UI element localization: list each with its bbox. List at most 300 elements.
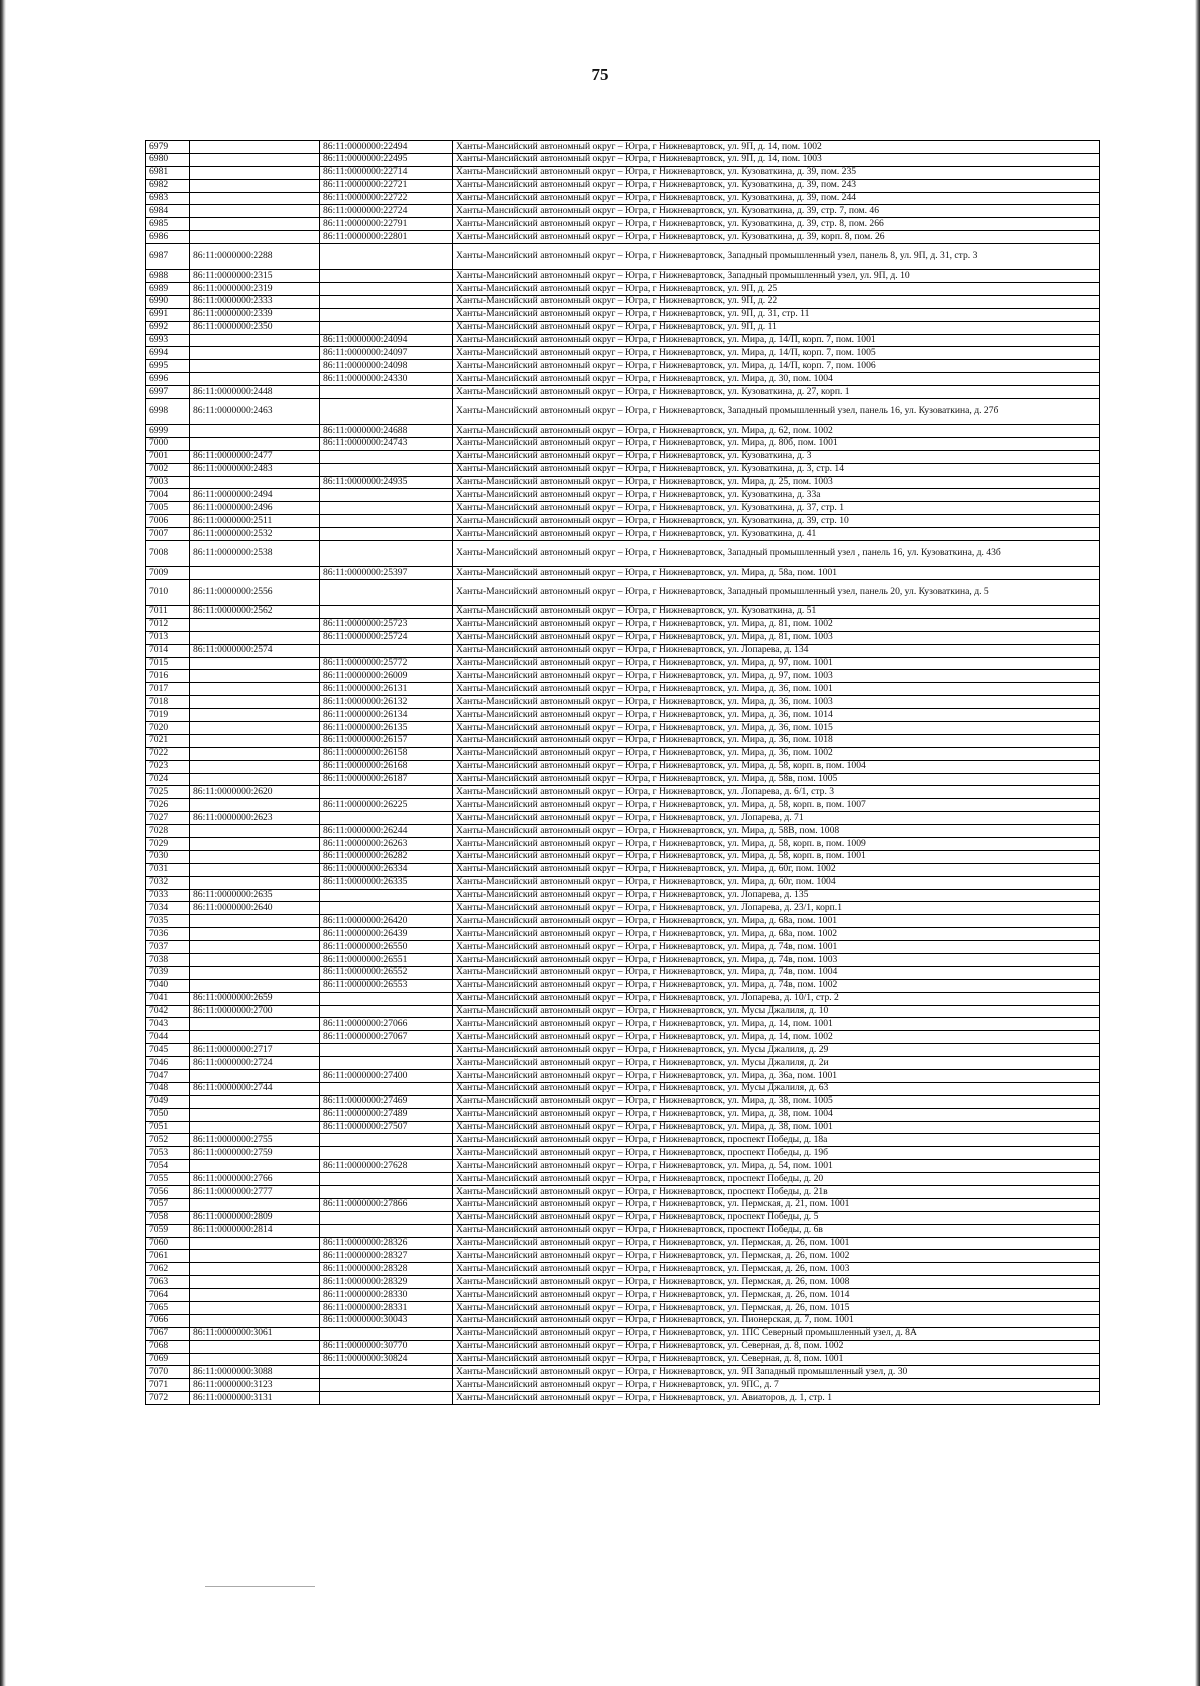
row-number-cell: 7034 [146,902,190,915]
premises-cadastral-number-cell: 86:11:0000000:24330 [320,373,453,386]
table-row [146,1353,1100,1366]
premises-cadastral-number-cell: 86:11:0000000:30770 [320,1340,453,1353]
row-number-cell: 7018 [146,696,190,709]
land-cadastral-number-cell: 86:11:0000000:2477 [190,450,320,463]
table-row [146,721,1100,734]
premises-cadastral-number-cell [320,244,453,270]
land-cadastral-number-cell [190,567,320,580]
premises-cadastral-number-cell: 86:11:0000000:27066 [320,1018,453,1031]
address-cell: Ханты-Мансийский автономный округ – Югра, г Нижневартовск, ул. Мира, д. 97, пом. 1003 [453,670,1100,683]
row-number-cell: 7063 [146,1276,190,1289]
row-number-cell: 7070 [146,1366,190,1379]
row-number-cell: 7057 [146,1198,190,1211]
address-cell: Ханты-Мансийский автономный округ – Югра, г Нижневартовск, ул. Кузоваткина, д. 41 [453,528,1100,541]
table-row [146,786,1100,799]
table-row [146,295,1100,308]
address-cell: Ханты-Мансийский автономный округ – Югра, г Нижневартовск, ул. Мира, д. 74в, пом. 1003 [453,953,1100,966]
land-cadastral-number-cell [190,231,320,244]
address-cell: Ханты-Мансийский автономный округ – Югра, г Нижневартовск, ул. Мира, д. 14/П, корп. 7, пом. 1006 [453,360,1100,373]
table-row [146,205,1100,218]
address-cell: Ханты-Мансийский автономный округ – Югра, г Нижневартовск, ул. Мира, д. 58, корп. в, пом. 1001 [453,850,1100,863]
row-number-cell: 7058 [146,1211,190,1224]
address-cell: Ханты-Мансийский автономный округ – Югра, г Нижневартовск, ул. 9П, д. 22 [453,295,1100,308]
table-row [146,1160,1100,1173]
table-row [146,979,1100,992]
land-cadastral-number-cell [190,760,320,773]
table-row [146,1276,1100,1289]
table-row [146,463,1100,476]
land-cadastral-number-cell [190,1340,320,1353]
land-cadastral-number-cell: 86:11:0000000:2574 [190,644,320,657]
address-cell: Ханты-Мансийский автономный округ – Югра, г Нижневартовск, ул. Лопарева, д. 23/1, корп.1 [453,902,1100,915]
address-cell: Ханты-Мансийский автономный округ – Югра, г Нижневартовск, ул. Мира, д. 36, пом. 1015 [453,721,1100,734]
premises-cadastral-number-cell [320,1327,453,1340]
premises-cadastral-number-cell: 86:11:0000000:25724 [320,631,453,644]
land-cadastral-number-cell [190,1302,320,1315]
table-row [146,192,1100,205]
table-row [146,1263,1100,1276]
table-row [146,308,1100,321]
premises-cadastral-number-cell [320,463,453,476]
row-number-cell: 7001 [146,450,190,463]
address-cell: Ханты-Мансийский автономный округ – Югра, г Нижневартовск, ул. Северная, д. 8, пом. 1001 [453,1353,1100,1366]
premises-cadastral-number-cell: 86:11:0000000:26131 [320,683,453,696]
premises-cadastral-number-cell: 86:11:0000000:26134 [320,709,453,722]
table-row [146,579,1100,605]
row-number-cell: 6989 [146,283,190,296]
row-number-cell: 7050 [146,1108,190,1121]
row-number-cell: 7010 [146,579,190,605]
table-row [146,618,1100,631]
land-cadastral-number-cell [190,721,320,734]
table-row [146,850,1100,863]
address-cell: Ханты-Мансийский автономный округ – Югра, г Нижневартовск, ул. Мира, д. 25, пом. 1003 [453,476,1100,489]
table-row [146,1108,1100,1121]
land-cadastral-number-cell [190,941,320,954]
row-number-cell: 7026 [146,799,190,812]
address-cell: Ханты-Мансийский автономный округ – Югра, г Нижневартовск, ул. Кузоваткина, д. 39, стр. 8, пом. 266 [453,218,1100,231]
premises-cadastral-number-cell: 86:11:0000000:26135 [320,721,453,734]
address-cell: Ханты-Мансийский автономный округ – Югра, г Нижневартовск, ул. Мира, д. 14, пом. 1002 [453,1031,1100,1044]
premises-cadastral-number-cell: 86:11:0000000:26263 [320,837,453,850]
premises-cadastral-number-cell: 86:11:0000000:28330 [320,1289,453,1302]
table-row [146,476,1100,489]
premises-cadastral-number-cell [320,992,453,1005]
row-number-cell: 6984 [146,205,190,218]
table-row [146,1250,1100,1263]
land-cadastral-number-cell: 86:11:0000000:2339 [190,308,320,321]
address-cell: Ханты-Мансийский автономный округ – Югра, г Нижневартовск, проспект Победы, д. 20 [453,1173,1100,1186]
premises-cadastral-number-cell: 86:11:0000000:25772 [320,657,453,670]
row-number-cell: 7072 [146,1392,190,1405]
address-cell: Ханты-Мансийский автономный округ – Югра, г Нижневартовск, Западный промышленный узел, панель 16, ул. Кузоваткина, д. 27б [453,399,1100,425]
row-number-cell: 6982 [146,179,190,192]
land-cadastral-number-cell [190,360,320,373]
registry-table [145,140,1100,1405]
address-cell: Ханты-Мансийский автономный округ – Югра, г Нижневартовск, ул. 9П Западный промышленный узел, д. 30 [453,1366,1100,1379]
row-number-cell: 7068 [146,1340,190,1353]
table-row [146,773,1100,786]
address-cell: Ханты-Мансийский автономный округ – Югра, г Нижневартовск, ул. Кузоваткина, д. 33а [453,489,1100,502]
address-cell: Ханты-Мансийский автономный округ – Югра, г Нижневартовск, ул. Мусы Джалиля, д. 10 [453,1005,1100,1018]
land-cadastral-number-cell: 86:11:0000000:2532 [190,528,320,541]
row-number-cell: 7056 [146,1186,190,1199]
address-cell: Ханты-Мансийский автономный округ – Югра, г Нижневартовск, ул. Мира, д. 36, пом. 1014 [453,709,1100,722]
row-number-cell: 7067 [146,1327,190,1340]
land-cadastral-number-cell: 86:11:0000000:2766 [190,1173,320,1186]
table-row [146,747,1100,760]
land-cadastral-number-cell: 86:11:0000000:2556 [190,579,320,605]
row-number-cell: 7046 [146,1057,190,1070]
address-cell: Ханты-Мансийский автономный округ – Югра, г Нижневартовск, ул. Мира, д. 62, пом. 1002 [453,425,1100,438]
land-cadastral-number-cell [190,476,320,489]
row-number-cell: 7051 [146,1121,190,1134]
row-number-cell: 7016 [146,670,190,683]
land-cadastral-number-cell [190,696,320,709]
table-row [146,270,1100,283]
row-number-cell: 6985 [146,218,190,231]
table-row [146,837,1100,850]
row-number-cell: 7054 [146,1160,190,1173]
row-number-cell: 7036 [146,928,190,941]
table-row [146,1147,1100,1160]
address-cell: Ханты-Мансийский автономный округ – Югра, г Нижневартовск, ул. Лопарева, д. 135 [453,889,1100,902]
table-row [146,179,1100,192]
address-cell: Ханты-Мансийский автономный округ – Югра, г Нижневартовск, Западный промышленный узел, панель 20, ул. Кузоваткина, д. 5 [453,579,1100,605]
table-row [146,657,1100,670]
row-number-cell: 7059 [146,1224,190,1237]
row-number-cell: 7014 [146,644,190,657]
premises-cadastral-number-cell: 86:11:0000000:27628 [320,1160,453,1173]
address-cell: Ханты-Мансийский автономный округ – Югра, г Нижневартовск, ул. Пионерская, д. 7, пом. 1001 [453,1314,1100,1327]
row-number-cell: 7025 [146,786,190,799]
land-cadastral-number-cell: 86:11:0000000:2562 [190,605,320,618]
scan-artifact-line [205,1586,315,1587]
row-number-cell: 7033 [146,889,190,902]
row-number-cell: 7069 [146,1353,190,1366]
row-number-cell: 7009 [146,567,190,580]
row-number-cell: 7064 [146,1289,190,1302]
premises-cadastral-number-cell: 86:11:0000000:25723 [320,618,453,631]
land-cadastral-number-cell [190,218,320,231]
table-row [146,166,1100,179]
address-cell: Ханты-Мансийский автономный округ – Югра, г Нижневартовск, проспект Победы, д. 19б [453,1147,1100,1160]
table-row [146,373,1100,386]
address-cell: Ханты-Мансийский автономный округ – Югра, г Нижневартовск, ул. Мусы Джалиля, д. 2и [453,1057,1100,1070]
land-cadastral-number-cell [190,1108,320,1121]
row-number-cell: 6996 [146,373,190,386]
table-row [146,953,1100,966]
premises-cadastral-number-cell [320,283,453,296]
land-cadastral-number-cell [190,1237,320,1250]
address-cell: Ханты-Мансийский автономный округ – Югра, г Нижневартовск, ул. Пермская, д. 26, пом. 1001 [453,1237,1100,1250]
premises-cadastral-number-cell [320,889,453,902]
row-number-cell: 6990 [146,295,190,308]
row-number-cell: 6999 [146,425,190,438]
land-cadastral-number-cell [190,618,320,631]
land-cadastral-number-cell [190,153,320,166]
table-row [146,1327,1100,1340]
table-row [146,683,1100,696]
table-row [146,709,1100,722]
land-cadastral-number-cell [190,1353,320,1366]
premises-cadastral-number-cell [320,902,453,915]
table-row [146,1302,1100,1315]
address-cell: Ханты-Мансийский автономный округ – Югра, г Нижневартовск, ул. Мира, д. 38, пом. 1001 [453,1121,1100,1134]
table-row [146,1018,1100,1031]
premises-cadastral-number-cell [320,515,453,528]
table-row [146,1314,1100,1327]
address-cell: Ханты-Мансийский автономный округ – Югра, г Нижневартовск, ул. Пермская, д. 26, пом. 1003 [453,1263,1100,1276]
premises-cadastral-number-cell [320,605,453,618]
row-number-cell: 7027 [146,812,190,825]
address-cell: Ханты-Мансийский автономный округ – Югра, г Нижневартовск, проспект Победы, д. 18а [453,1134,1100,1147]
address-cell: Ханты-Мансийский автономный округ – Югра, г Нижневартовск, ул. Мира, д. 81, пом. 1003 [453,631,1100,644]
table-row [146,863,1100,876]
land-cadastral-number-cell: 86:11:0000000:2659 [190,992,320,1005]
table-row [146,889,1100,902]
row-number-cell: 6997 [146,386,190,399]
land-cadastral-number-cell [190,850,320,863]
table-row [146,399,1100,425]
address-cell: Ханты-Мансийский автономный округ – Югра, г Нижневартовск, ул. Мира, д. 68а, пом. 1002 [453,928,1100,941]
land-cadastral-number-cell [190,837,320,850]
premises-cadastral-number-cell: 86:11:0000000:30043 [320,1314,453,1327]
address-cell: Ханты-Мансийский автономный округ – Югра, г Нижневартовск, ул. Кузоваткина, д. 51 [453,605,1100,618]
table-row [146,1366,1100,1379]
land-cadastral-number-cell: 86:11:0000000:3123 [190,1379,320,1392]
address-cell: Ханты-Мансийский автономный округ – Югра, г Нижневартовск, ул. Кузоваткина, д. 39, стр. 10 [453,515,1100,528]
row-number-cell: 7055 [146,1173,190,1186]
row-number-cell: 7007 [146,528,190,541]
premises-cadastral-number-cell [320,644,453,657]
row-number-cell: 7043 [146,1018,190,1031]
table-row [146,502,1100,515]
row-number-cell: 7062 [146,1263,190,1276]
address-cell: Ханты-Мансийский автономный округ – Югра, г Нижневартовск, ул. Мира, д. 30, пом. 1004 [453,373,1100,386]
land-cadastral-number-cell [190,1198,320,1211]
table-row [146,928,1100,941]
table-row [146,321,1100,334]
address-cell: Ханты-Мансийский автономный округ – Югра, г Нижневартовск, ул. Кузоваткина, д. 3, стр. 14 [453,463,1100,476]
address-cell: Ханты-Мансийский автономный округ – Югра, г Нижневартовск, ул. Пермская, д. 26, пом. 1015 [453,1302,1100,1315]
premises-cadastral-number-cell: 86:11:0000000:26551 [320,953,453,966]
table-row [146,528,1100,541]
address-cell: Ханты-Мансийский автономный округ – Югра, г Нижневартовск, ул. Мира, д. 38, пом. 1004 [453,1108,1100,1121]
address-cell: Ханты-Мансийский автономный округ – Югра, г Нижневартовск, ул. Мира, д. 80б, пом. 1001 [453,437,1100,450]
premises-cadastral-number-cell [320,1392,453,1405]
table-row [146,450,1100,463]
row-number-cell: 7024 [146,773,190,786]
land-cadastral-number-cell: 86:11:0000000:3088 [190,1366,320,1379]
land-cadastral-number-cell: 86:11:0000000:2350 [190,321,320,334]
row-number-cell: 7005 [146,502,190,515]
premises-cadastral-number-cell: 86:11:0000000:26157 [320,734,453,747]
land-cadastral-number-cell [190,141,320,154]
address-cell: Ханты-Мансийский автономный округ – Югра, г Нижневартовск, Западный промышленный узел , панель 16, ул. Кузоваткина, д. 43б [453,541,1100,567]
table-row [146,1379,1100,1392]
table-row [146,1134,1100,1147]
land-cadastral-number-cell [190,876,320,889]
land-cadastral-number-cell [190,1250,320,1263]
address-cell: Ханты-Мансийский автономный округ – Югра, г Нижневартовск, ул. Лопарева, д. 71 [453,812,1100,825]
land-cadastral-number-cell [190,773,320,786]
address-cell: Ханты-Мансийский автономный округ – Югра, г Нижневартовск, ул. 9ПС, д. 7 [453,1379,1100,1392]
land-cadastral-number-cell [190,1121,320,1134]
address-cell: Ханты-Мансийский автономный округ – Югра, г Нижневартовск, ул. Мира, д. 74в, пом. 1004 [453,966,1100,979]
table-row [146,902,1100,915]
row-number-cell: 7066 [146,1314,190,1327]
row-number-cell: 7045 [146,1044,190,1057]
premises-cadastral-number-cell: 86:11:0000000:26553 [320,979,453,992]
address-cell: Ханты-Мансийский автономный округ – Югра, г Нижневартовск, ул. Мира, д. 58, корп. в, пом. 1004 [453,760,1100,773]
row-number-cell: 7041 [146,992,190,1005]
land-cadastral-number-cell [190,1018,320,1031]
premises-cadastral-number-cell: 86:11:0000000:25397 [320,567,453,580]
premises-cadastral-number-cell [320,1379,453,1392]
land-cadastral-number-cell: 86:11:0000000:2483 [190,463,320,476]
premises-cadastral-number-cell: 86:11:0000000:24688 [320,425,453,438]
land-cadastral-number-cell [190,1263,320,1276]
address-cell: Ханты-Мансийский автономный округ – Югра, г Нижневартовск, ул. Лопарева, д. 10/1, стр. 2 [453,992,1100,1005]
land-cadastral-number-cell [190,799,320,812]
land-cadastral-number-cell: 86:11:0000000:2333 [190,295,320,308]
table-row [146,1392,1100,1405]
land-cadastral-number-cell [190,1031,320,1044]
address-cell: Ханты-Мансийский автономный округ – Югра, г Нижневартовск, ул. Мусы Джалиля, д. 63 [453,1082,1100,1095]
row-number-cell: 7049 [146,1095,190,1108]
land-cadastral-number-cell: 86:11:0000000:2809 [190,1211,320,1224]
address-cell: Ханты-Мансийский автономный округ – Югра, г Нижневартовск, ул. 1ПС Северный промышленный узел, д. 8А [453,1327,1100,1340]
address-cell: Ханты-Мансийский автономный округ – Югра, г Нижневартовск, ул. Кузоваткина, д. 27, корп. 1 [453,386,1100,399]
table-row [146,1237,1100,1250]
row-number-cell: 7021 [146,734,190,747]
premises-cadastral-number-cell: 86:11:0000000:22494 [320,141,453,154]
table-row [146,1057,1100,1070]
premises-cadastral-number-cell: 86:11:0000000:22791 [320,218,453,231]
premises-cadastral-number-cell: 86:11:0000000:22801 [320,231,453,244]
land-cadastral-number-cell: 86:11:0000000:2496 [190,502,320,515]
premises-cadastral-number-cell [320,502,453,515]
row-number-cell: 7000 [146,437,190,450]
row-number-cell: 6980 [146,153,190,166]
land-cadastral-number-cell: 86:11:0000000:2288 [190,244,320,270]
row-number-cell: 6988 [146,270,190,283]
land-cadastral-number-cell: 86:11:0000000:3131 [190,1392,320,1405]
land-cadastral-number-cell [190,192,320,205]
address-cell: Ханты-Мансийский автономный округ – Югра, г Нижневартовск, ул. Мира, д. 74в, пом. 1001 [453,941,1100,954]
land-cadastral-number-cell [190,734,320,747]
premises-cadastral-number-cell [320,1082,453,1095]
land-cadastral-number-cell [190,1160,320,1173]
table-row [146,670,1100,683]
land-cadastral-number-cell: 86:11:0000000:2717 [190,1044,320,1057]
table-row [146,992,1100,1005]
row-number-cell: 7013 [146,631,190,644]
table-row [146,244,1100,270]
land-cadastral-number-cell [190,1289,320,1302]
table-row [146,1186,1100,1199]
address-cell: Ханты-Мансийский автономный округ – Югра, г Нижневартовск, ул. Мира, д. 68а, пом. 1001 [453,915,1100,928]
row-number-cell: 7035 [146,915,190,928]
row-number-cell: 7019 [146,709,190,722]
land-cadastral-number-cell: 86:11:0000000:2700 [190,1005,320,1018]
premises-cadastral-number-cell: 86:11:0000000:26334 [320,863,453,876]
land-cadastral-number-cell [190,347,320,360]
address-cell: Ханты-Мансийский автономный округ – Югра, г Нижневартовск, ул. 9П, д. 31, стр. 11 [453,308,1100,321]
row-number-cell: 7002 [146,463,190,476]
table-row [146,1121,1100,1134]
row-number-cell: 7042 [146,1005,190,1018]
premises-cadastral-number-cell [320,295,453,308]
premises-cadastral-number-cell: 86:11:0000000:27489 [320,1108,453,1121]
premises-cadastral-number-cell [320,1044,453,1057]
table-row [146,1289,1100,1302]
land-cadastral-number-cell [190,928,320,941]
address-cell: Ханты-Мансийский автономный округ – Югра, г Нижневартовск, Западный промышленный узел, ул. 9П, д. 10 [453,270,1100,283]
table-row [146,1173,1100,1186]
land-cadastral-number-cell: 86:11:0000000:2744 [190,1082,320,1095]
premises-cadastral-number-cell: 86:11:0000000:30824 [320,1353,453,1366]
row-number-cell: 7031 [146,863,190,876]
premises-cadastral-number-cell: 86:11:0000000:26552 [320,966,453,979]
address-cell: Ханты-Мансийский автономный округ – Югра, г Нижневартовск, ул. Кузоваткина, д. 39, стр. 7, пом. 46 [453,205,1100,218]
registry-table-body [146,141,1100,1405]
row-number-cell: 6986 [146,231,190,244]
address-cell: Ханты-Мансийский автономный округ – Югра, г Нижневартовск, ул. Лопарева, д. 6/1, стр. 3 [453,786,1100,799]
premises-cadastral-number-cell [320,1147,453,1160]
premises-cadastral-number-cell: 86:11:0000000:24743 [320,437,453,450]
premises-cadastral-number-cell: 86:11:0000000:26187 [320,773,453,786]
row-number-cell: 7003 [146,476,190,489]
address-cell: Ханты-Мансийский автономный округ – Югра, г Нижневартовск, ул. Кузоваткина, д. 3 [453,450,1100,463]
premises-cadastral-number-cell: 86:11:0000000:22714 [320,166,453,179]
premises-cadastral-number-cell: 86:11:0000000:26225 [320,799,453,812]
premises-cadastral-number-cell: 86:11:0000000:26132 [320,696,453,709]
premises-cadastral-number-cell: 86:11:0000000:22495 [320,153,453,166]
land-cadastral-number-cell [190,747,320,760]
address-cell: Ханты-Мансийский автономный округ – Югра, г Нижневартовск, ул. 9П, д. 14, пом. 1003 [453,153,1100,166]
land-cadastral-number-cell: 86:11:0000000:2623 [190,812,320,825]
row-number-cell: 7012 [146,618,190,631]
table-row [146,644,1100,657]
premises-cadastral-number-cell [320,1211,453,1224]
row-number-cell: 7030 [146,850,190,863]
premises-cadastral-number-cell: 86:11:0000000:26158 [320,747,453,760]
land-cadastral-number-cell [190,437,320,450]
land-cadastral-number-cell [190,166,320,179]
premises-cadastral-number-cell [320,1366,453,1379]
table-row [146,231,1100,244]
land-cadastral-number-cell: 86:11:0000000:2755 [190,1134,320,1147]
land-cadastral-number-cell: 86:11:0000000:2777 [190,1186,320,1199]
table-row [146,825,1100,838]
table-row [146,437,1100,450]
address-cell: Ханты-Мансийский автономный округ – Югра, г Нижневартовск, ул. Мира, д. 38, пом. 1005 [453,1095,1100,1108]
premises-cadastral-number-cell [320,308,453,321]
table-row [146,153,1100,166]
row-number-cell: 6979 [146,141,190,154]
address-cell: Ханты-Мансийский автономный округ – Югра, г Нижневартовск, ул. Мира, д. 60г, пом. 1004 [453,876,1100,889]
land-cadastral-number-cell: 86:11:0000000:2640 [190,902,320,915]
premises-cadastral-number-cell [320,1173,453,1186]
table-row [146,334,1100,347]
row-number-cell: 7011 [146,605,190,618]
land-cadastral-number-cell: 86:11:0000000:2315 [190,270,320,283]
address-cell: Ханты-Мансийский автономный округ – Югра, г Нижневартовск, ул. Мира, д. 36, пом. 1018 [453,734,1100,747]
table-row [146,760,1100,773]
premises-cadastral-number-cell: 86:11:0000000:27469 [320,1095,453,1108]
